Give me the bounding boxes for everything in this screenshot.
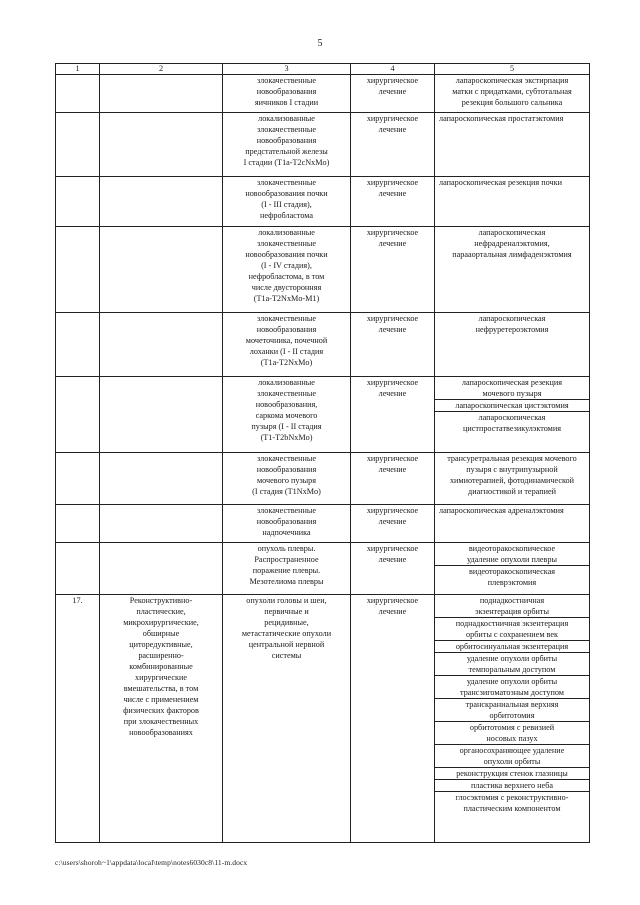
- treatment-type-cell: хирургическое лечение: [351, 543, 435, 595]
- procedure-group-cell: [100, 543, 223, 595]
- table-row: [56, 377, 590, 453]
- diagnosis-cell: злокачественные новообразования яичников I стадии: [223, 75, 351, 113]
- method-item: лапароскопическая цистпростатвезикулэктомия: [462, 413, 562, 433]
- procedure-group-cell: [100, 177, 223, 227]
- row-number-cell: [56, 453, 100, 505]
- row-number-cell: 17.: [56, 595, 100, 843]
- procedures-table: [55, 63, 590, 843]
- procedure-group-cell: [100, 227, 223, 313]
- method-item: лапароскопическая нефруретероэктомия: [475, 314, 549, 334]
- treatment-type-cell: хирургическое лечение: [351, 177, 435, 227]
- method-item: лапароскопическая нефрадреналэктомия, парааортальная лимфаденэктомия: [452, 228, 572, 259]
- diagnosis-cell: опухоли головы и шеи, первичные и рецидивные, метастатические опухоли центральной нервной системы: [223, 595, 351, 843]
- row-number-cell: [56, 313, 100, 377]
- row-number-cell: [56, 75, 100, 113]
- row-number-cell: [56, 505, 100, 543]
- treatment-type-cell: хирургическое лечение: [351, 453, 435, 505]
- method-cell: [435, 113, 590, 177]
- method-cell: [435, 453, 590, 505]
- table-row: [56, 313, 590, 377]
- diagnosis-cell: локализованные злокачественные новообразования, саркома мочевого пузыря (I - II стадия (T1-T2bNxMo): [223, 377, 351, 453]
- table-row: [56, 595, 590, 843]
- treatment-type-cell: хирургическое лечение: [351, 505, 435, 543]
- method-item: реконструкция стенок глазницы: [435, 768, 589, 780]
- procedure-group-cell: [100, 505, 223, 543]
- method-item: лапароскопическая цистэктомия: [435, 400, 589, 412]
- method-cell: [435, 313, 590, 377]
- row-number-cell: [56, 543, 100, 595]
- method-item: органосохраняющее удаление опухоли орбиты: [435, 745, 589, 768]
- diagnosis-cell: злокачественные новообразования мочевого пузыря (I стадия (T1NxMo): [223, 453, 351, 505]
- treatment-type-cell: хирургическое лечение: [351, 313, 435, 377]
- method-item: трансуретральная резекция мочевого пузыря с внутрипузырной химиотерапией, фотодинамической диагностикой и терапией: [447, 454, 577, 496]
- method-cell: [435, 177, 590, 227]
- diagnosis-cell: опухоль плевры. Распространенное поражение плевры. Мезотелиома плевры: [223, 543, 351, 595]
- method-item: орбитотомия с ревизией носовых пазух: [435, 722, 589, 745]
- method-cell: [435, 505, 590, 543]
- table-row: [56, 505, 590, 543]
- table-row: [56, 543, 590, 595]
- table-row: [56, 227, 590, 313]
- method-cell: [435, 595, 590, 843]
- method-item: видеоторакоскопическое удаление опухоли плевры: [435, 543, 589, 566]
- method-item: лапароскопическая резекция мочевого пузыря: [435, 377, 589, 400]
- method-item: лапароскопическая резекция почки: [439, 178, 562, 187]
- method-item: поднадкостничная экзентерация орбиты: [435, 595, 589, 618]
- procedure-group-cell: Реконструктивно- пластические, микрохирургические, обширные циторедуктивные, расширенно- комбинированные хирургические вмешательства, в том числе с применением физических факторов при злокачественных новообразованиях: [100, 595, 223, 843]
- header-cell: 5: [435, 64, 590, 75]
- method-item: лапароскопическая адреналэктомия: [439, 506, 564, 515]
- procedure-group-cell: [100, 377, 223, 453]
- row-number-cell: [56, 377, 100, 453]
- header-cell: 2: [100, 64, 223, 75]
- treatment-type-cell: хирургическое лечение: [351, 113, 435, 177]
- diagnosis-cell: злокачественные новообразования надпочечника: [223, 505, 351, 543]
- method-cell: [435, 377, 590, 453]
- diagnosis-cell: локализованные злокачественные новообразования предстательной железы I стадии (T1a-T2cNxMo): [223, 113, 351, 177]
- row-number-cell: [56, 177, 100, 227]
- table-header-row: [56, 64, 590, 75]
- method-cell: [435, 543, 590, 595]
- table-row: [56, 453, 590, 505]
- header-cell: 4: [351, 64, 435, 75]
- procedure-group-cell: [100, 453, 223, 505]
- header-cell: 1: [56, 64, 100, 75]
- method-item: видеоторакоскопическая плеврэктомия: [468, 567, 556, 587]
- header-cell: 3: [223, 64, 351, 75]
- method-item: поднадкостничная экзентерация орбиты с сохранением век: [435, 618, 589, 641]
- treatment-type-cell: хирургическое лечение: [351, 227, 435, 313]
- method-item: глосэктомия с реконструктивно- пластическим компонентом: [455, 793, 569, 813]
- method-cell: [435, 227, 590, 313]
- treatment-type-cell: хирургическое лечение: [351, 75, 435, 113]
- row-number-cell: [56, 227, 100, 313]
- file-path-footer: c:\users\shoroh~1\appdata\local\temp\notes6030c8\11-m.docx: [55, 858, 248, 867]
- page-number: 5: [317, 38, 323, 49]
- diagnosis-cell: злокачественные новообразования почки (I - III стадия), нефробластома: [223, 177, 351, 227]
- method-item: лапароскопическая экстирпация матки с придатками, субтотальная резекция большого сальника: [452, 76, 572, 107]
- method-item: орбитосинуальная экзентерация: [435, 641, 589, 653]
- treatment-type-cell: хирургическое лечение: [351, 595, 435, 843]
- method-item: транскраниальная верхняя орбитотомия: [435, 699, 589, 722]
- treatment-type-cell: хирургическое лечение: [351, 377, 435, 453]
- method-item: удаление опухоли орбиты темпоральным доступом: [435, 653, 589, 676]
- method-item: лапароскопическая простатэктомия: [439, 114, 564, 123]
- procedure-group-cell: [100, 313, 223, 377]
- table-row: [56, 75, 590, 113]
- diagnosis-cell: злокачественные новообразования мочеточника, почечной лоханки (I - II стадия (T1a-T2NxMo): [223, 313, 351, 377]
- method-cell: [435, 75, 590, 113]
- row-number-cell: [56, 113, 100, 177]
- procedure-group-cell: [100, 113, 223, 177]
- method-item: пластика верхнего неба: [435, 780, 589, 792]
- table-row: [56, 113, 590, 177]
- method-item: удаление опухоли орбиты трансзигоматозным доступом: [435, 676, 589, 699]
- procedure-group-cell: [100, 75, 223, 113]
- table-row: [56, 177, 590, 227]
- diagnosis-cell: локализованные злокачественные новообразования почки (I - IV стадия), нефробластома, в том числе двусторонняя (T1a-T2NxMo-M1): [223, 227, 351, 313]
